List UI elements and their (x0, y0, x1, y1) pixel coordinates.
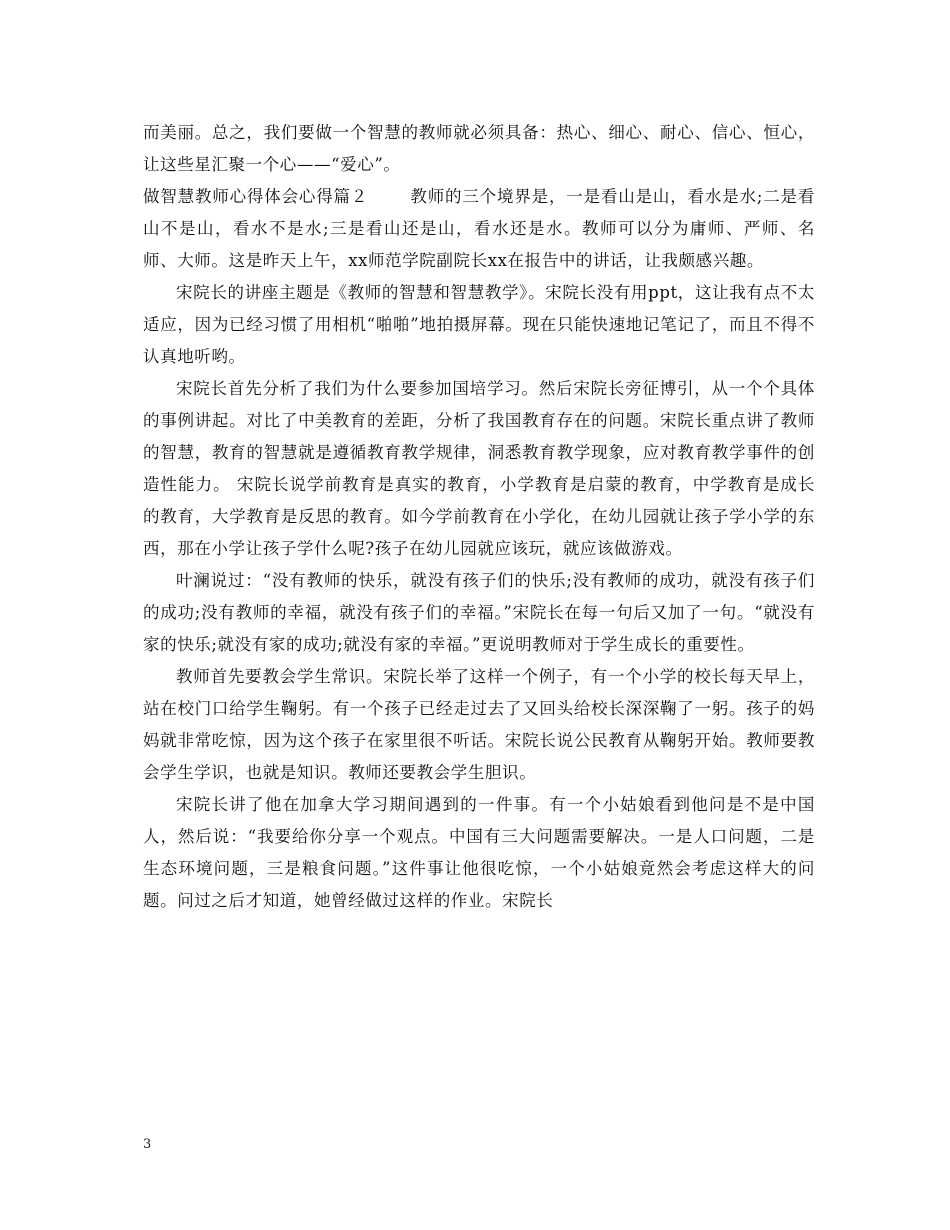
intro-paragraph: 而美丽。总之，我们要做一个智慧的教师就必须具备：热心、细心、耐心、信心、恒心，让这些星汇聚一个心——“爱心”。 (143, 123, 815, 174)
body-paragraph-4: 教师首先要教会学生常识。宋院长举了这样一个例子，有一个小学的校长每天早上，站在校门口给学生鞠躬。有一个孩子已经走过去了又回头给校长深深鞠了一躬。孩子的妈妈就非常吃惊，因为这个孩子在家里很不听话。宋院长说公民教育从鞠躬开始。教师要教会学生学识，也就是知识。教师还要教会学生胆识。 (143, 667, 815, 782)
section-title: 做智慧教师心得体会心得篇２ (143, 187, 369, 206)
page-number: 3 (143, 1137, 152, 1152)
body-paragraph-2: 宋院长首先分析了我们为什么要参加国培学习。然后宋院长旁征博引，从一个个具体的事例讲起。对比了中美教育的差距，分析了我国教育存在的问题。宋院长重点讲了教师的智慧，教育的智慧就是遵循教育教学规律，洞悉教育教学现象，应对教育教学事件的创造性能力。 宋院长说学前教育是真实的教育，小学教育是启蒙的教育，中学教育是成长的教育，大学教育是反思的教育。如今学前教育在小学化，在幼儿园就让孩子学小学的东西，那在小学让孩子学什么呢?孩子在幼儿园就应该玩，就应该做游戏。 (143, 379, 815, 558)
document-body (143, 117, 815, 917)
section-paragraph (143, 181, 815, 277)
section-lead: 教师的三个境界是，一是看山是山，看水是水;二是看山不是山，看水不是水;三是看山还是山，看水还是水。教师可以分为庸师、严师、名师、大师。这是昨天上午，xx师范学院副院长xx在报告中的讲话，让我颇感兴趣。 (143, 187, 815, 270)
body-paragraph-5: 宋院长讲了他在加拿大学习期间遇到的一件事。有一个小姑娘看到他问是不是中国人，然后说：“我要给你分享一个观点。中国有三大问题需要解决。一是人口问题，二是生态环境问题，三是粮食问题。”这件事让他很吃惊，一个小姑娘竟然会考虑这样大的问题。问过之后才知道，她曾经做过这样的作业。宋院长 (143, 795, 815, 910)
body-paragraph-1: 宋院长的讲座主题是《教师的智慧和智慧教学》。宋院长没有用ppt，这让我有点不太适应，因为已经习惯了用相机“啪啪”地拍摄屏幕。现在只能快速地记笔记了，而且不得不认真地听哟。 (143, 283, 815, 366)
body-paragraph-3: 叶澜说过：“没有教师的快乐，就没有孩子们的快乐;没有教师的成功，就没有孩子们的成功;没有教师的幸福，就没有孩子们的幸福。”宋院长在每一句后又加了一句。“就没有家的快乐;就没有家的成功;就没有家的幸福。”更说明教师对于学生成长的重要性。 (143, 571, 815, 654)
